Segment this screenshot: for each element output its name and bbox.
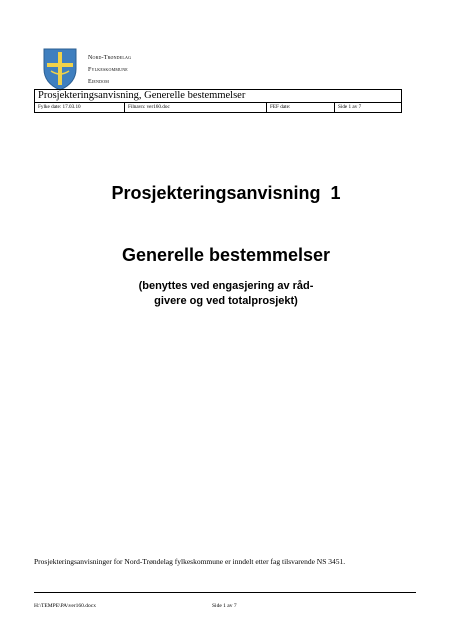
header-fylke-date: Fylke date: 17.03.10	[35, 103, 125, 113]
org-line-2: Fylkeskommune	[88, 67, 128, 73]
document-subtitle: Generelle bestemmelser	[121, 245, 331, 265]
header-title: Prosjekteringsanvisning, Generelle bestemmelser	[35, 90, 402, 103]
header-filename: Filnavn: ver160.doc	[125, 103, 267, 113]
document-title: Prosjekteringsanvisning 1	[111, 183, 341, 203]
county-coat-of-arms-icon	[42, 47, 78, 92]
header-fef-date: FEF date:	[267, 103, 335, 113]
note-line-1: (benyttes ved engasjering av råd-	[138, 280, 314, 292]
org-line-1: Nord-Trøndelag	[88, 55, 132, 61]
document-note	[0, 279, 452, 309]
org-line-3: Eiendom	[88, 79, 110, 85]
footer-description: Prosjekteringsanvisninger for Nord-Trøndelag fylkeskommune er inndelt etter fag tilsvarende NS 3451.	[34, 557, 346, 566]
header-page-number: Side 1 av 7	[335, 103, 402, 113]
note-line-2: givere og ved totalprosjekt)	[154, 295, 298, 307]
organization-name	[88, 52, 131, 88]
document-header-table	[34, 89, 402, 113]
footer-divider	[34, 592, 416, 593]
footer-file-path: H:\TEMPE\PA\ver160.docx	[34, 603, 96, 609]
footer-page-number: Side 1 av 7	[212, 603, 237, 609]
